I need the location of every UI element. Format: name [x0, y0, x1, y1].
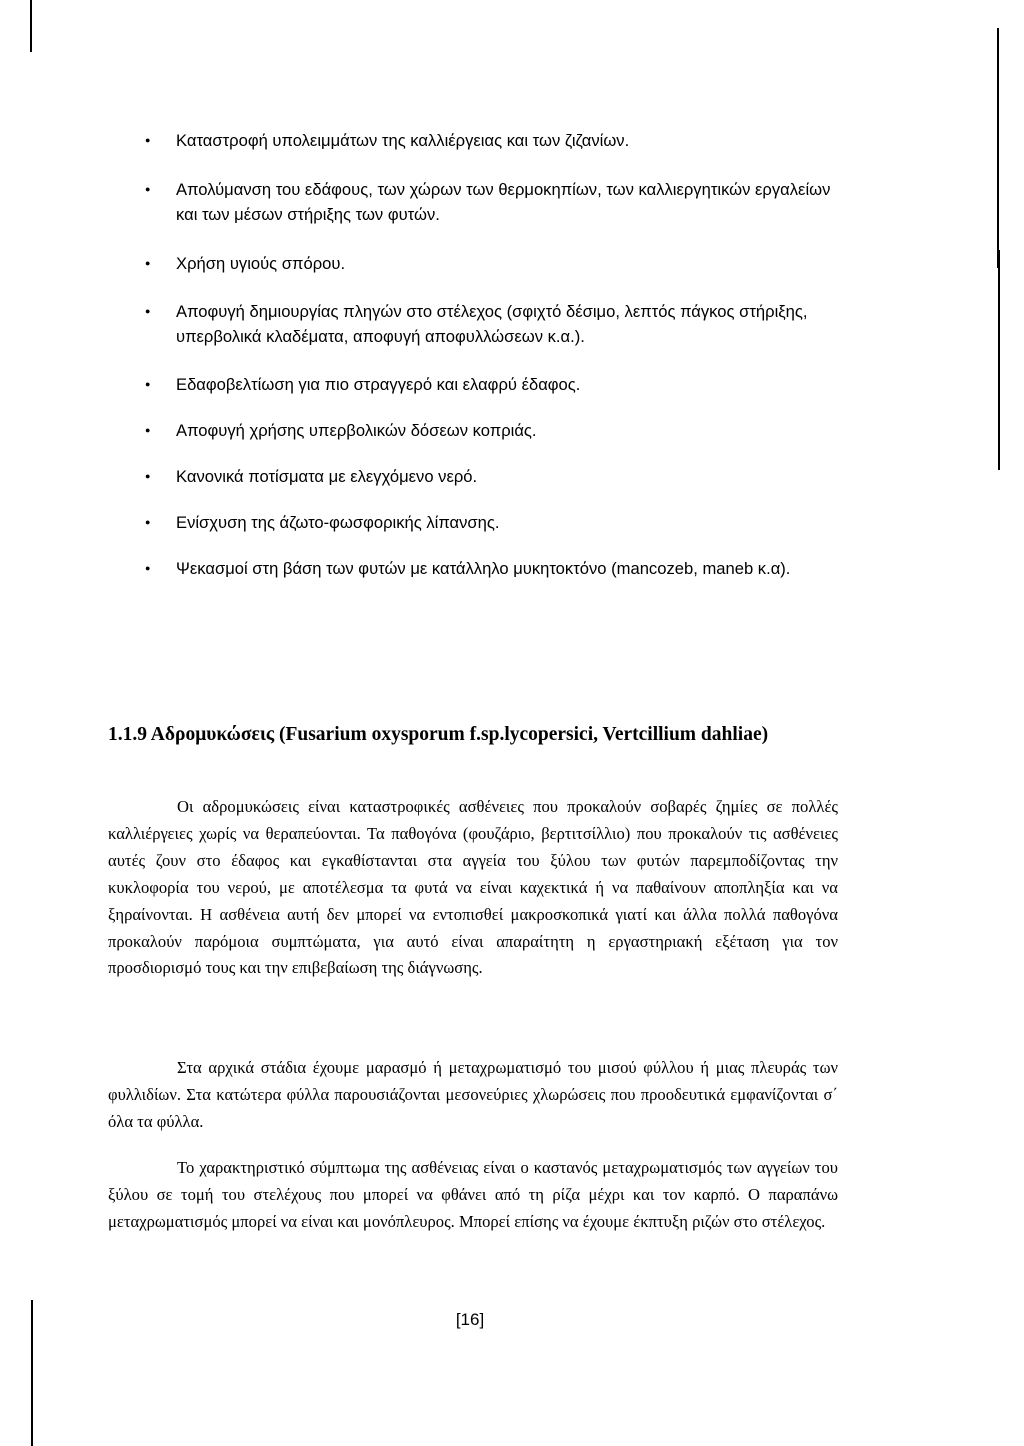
body-paragraph-1: Οι αδρομυκώσεις είναι καταστροφικές ασθένειες που προκαλούν σοβαρές ζημίες σε πολλές καλλιέργειες χωρίς να θεραπεύονται. Τα παθογόνα (φουζάριο, βερτιτσίλλιο) που προκαλούν τις ασθένειες αυτές ζουν στο έδαφος και εγκαθίστανται στα αγγεία του ξύλου των φυτών παρεμποδίζοντας την κυκλοφορία του νερού, με αποτέλεσμα τα φυτά να είναι καχεκτικά ή να παθαίνουν αποπληξία και να ξηραίνονται. Η ασθένεια αυτή δεν μπορεί να εντοπισθεί μακροσκοπικά γιατί και άλλα πολλά παθογόνα προκαλούν παρόμοια συμπτώματα, για αυτό είναι απαραίτητη η εργαστηριακή εξέταση για τον προσδιορισμό τους και την επιβεβαίωση της διάγνωσης. — [108, 797, 838, 978]
list-item: ● Αποφυγή χρήσης υπερβολικών δόσεων κοπριάς. — [145, 418, 845, 443]
prevention-bullet-list — [145, 128, 845, 581]
list-item: ● Αποφυγή δημιουργίας πληγών στο στέλεχος (σφιχτό δέσιμο, λεπτός πάγκος στήριξης, υπερβολικά κλαδέματα, αποφυγή αποφυλλώσεων κ.α.). — [145, 299, 845, 349]
list-item: ● Χρήση υγιούς σπόρου. — [145, 251, 845, 276]
page-number: [16] — [455, 1310, 485, 1329]
section-heading: 1.1.9 Αδρομυκώσεις (Fusarium oxysporum f.sp.lycopersici, Vertcillium dahliae) — [108, 724, 769, 745]
scan-edge-left-top — [30, 0, 32, 52]
list-item: ● Εδαφοβελτίωση για πιο στραγγερό και ελαφρύ έδαφος. — [145, 372, 845, 397]
list-item: ● Κανονικά ποτίσματα με ελεγχόμενο νερό. — [145, 464, 845, 489]
body-paragraph-3: Το χαρακτηριστικό σύμπτωμα της ασθένειας είναι ο καστανός μεταχρωματισμός των αγγείων του ξύλου σε τομή του στελέχους που μπορεί να φθάνει από τη ρίζα μέχρι και τον καρπό. Ο παραπάνω μεταχρωματισμός μπορεί να είναι και μονόπλευρος. Μπορεί επίσης να έχουμε έκπτυξη ριζών στο στέλεχος. — [108, 1158, 838, 1231]
list-item: ● Ενίσχυση της άζωτο-φωσφορικής λίπανσης. — [145, 510, 845, 535]
list-item: ● Απολύμανση του εδάφους, των χώρων των θερμοκηπίων, των καλλιεργητικών εργαλείων και των μέσων στήριξης των φυτών. — [145, 177, 845, 227]
scan-edge-right-mid — [998, 250, 1000, 470]
list-item: ● Ψεκασμοί στη βάση των φυτών με κατάλληλο μυκητοκτόνο (mancozeb, maneb κ.α). — [145, 556, 845, 581]
scan-edge-right-top — [997, 28, 999, 268]
list-item: ● Καταστροφή υπολειμμάτων της καλλιέργειας και των ζιζανίων. — [145, 128, 845, 153]
scan-edge-left-bottom — [31, 1300, 33, 1446]
body-paragraph-2: Στα αρχικά στάδια έχουμε μαρασμό ή μεταχρωματισμό του μισού φύλλου ή μιας πλευράς των φυλλιδίων. Στα κατώτερα φύλλα παρουσιάζονται μεσονεύριες χλωρώσεις που προοδευτικά εμφανίζονται σ΄ όλα τα φύλλα. — [108, 1058, 838, 1131]
